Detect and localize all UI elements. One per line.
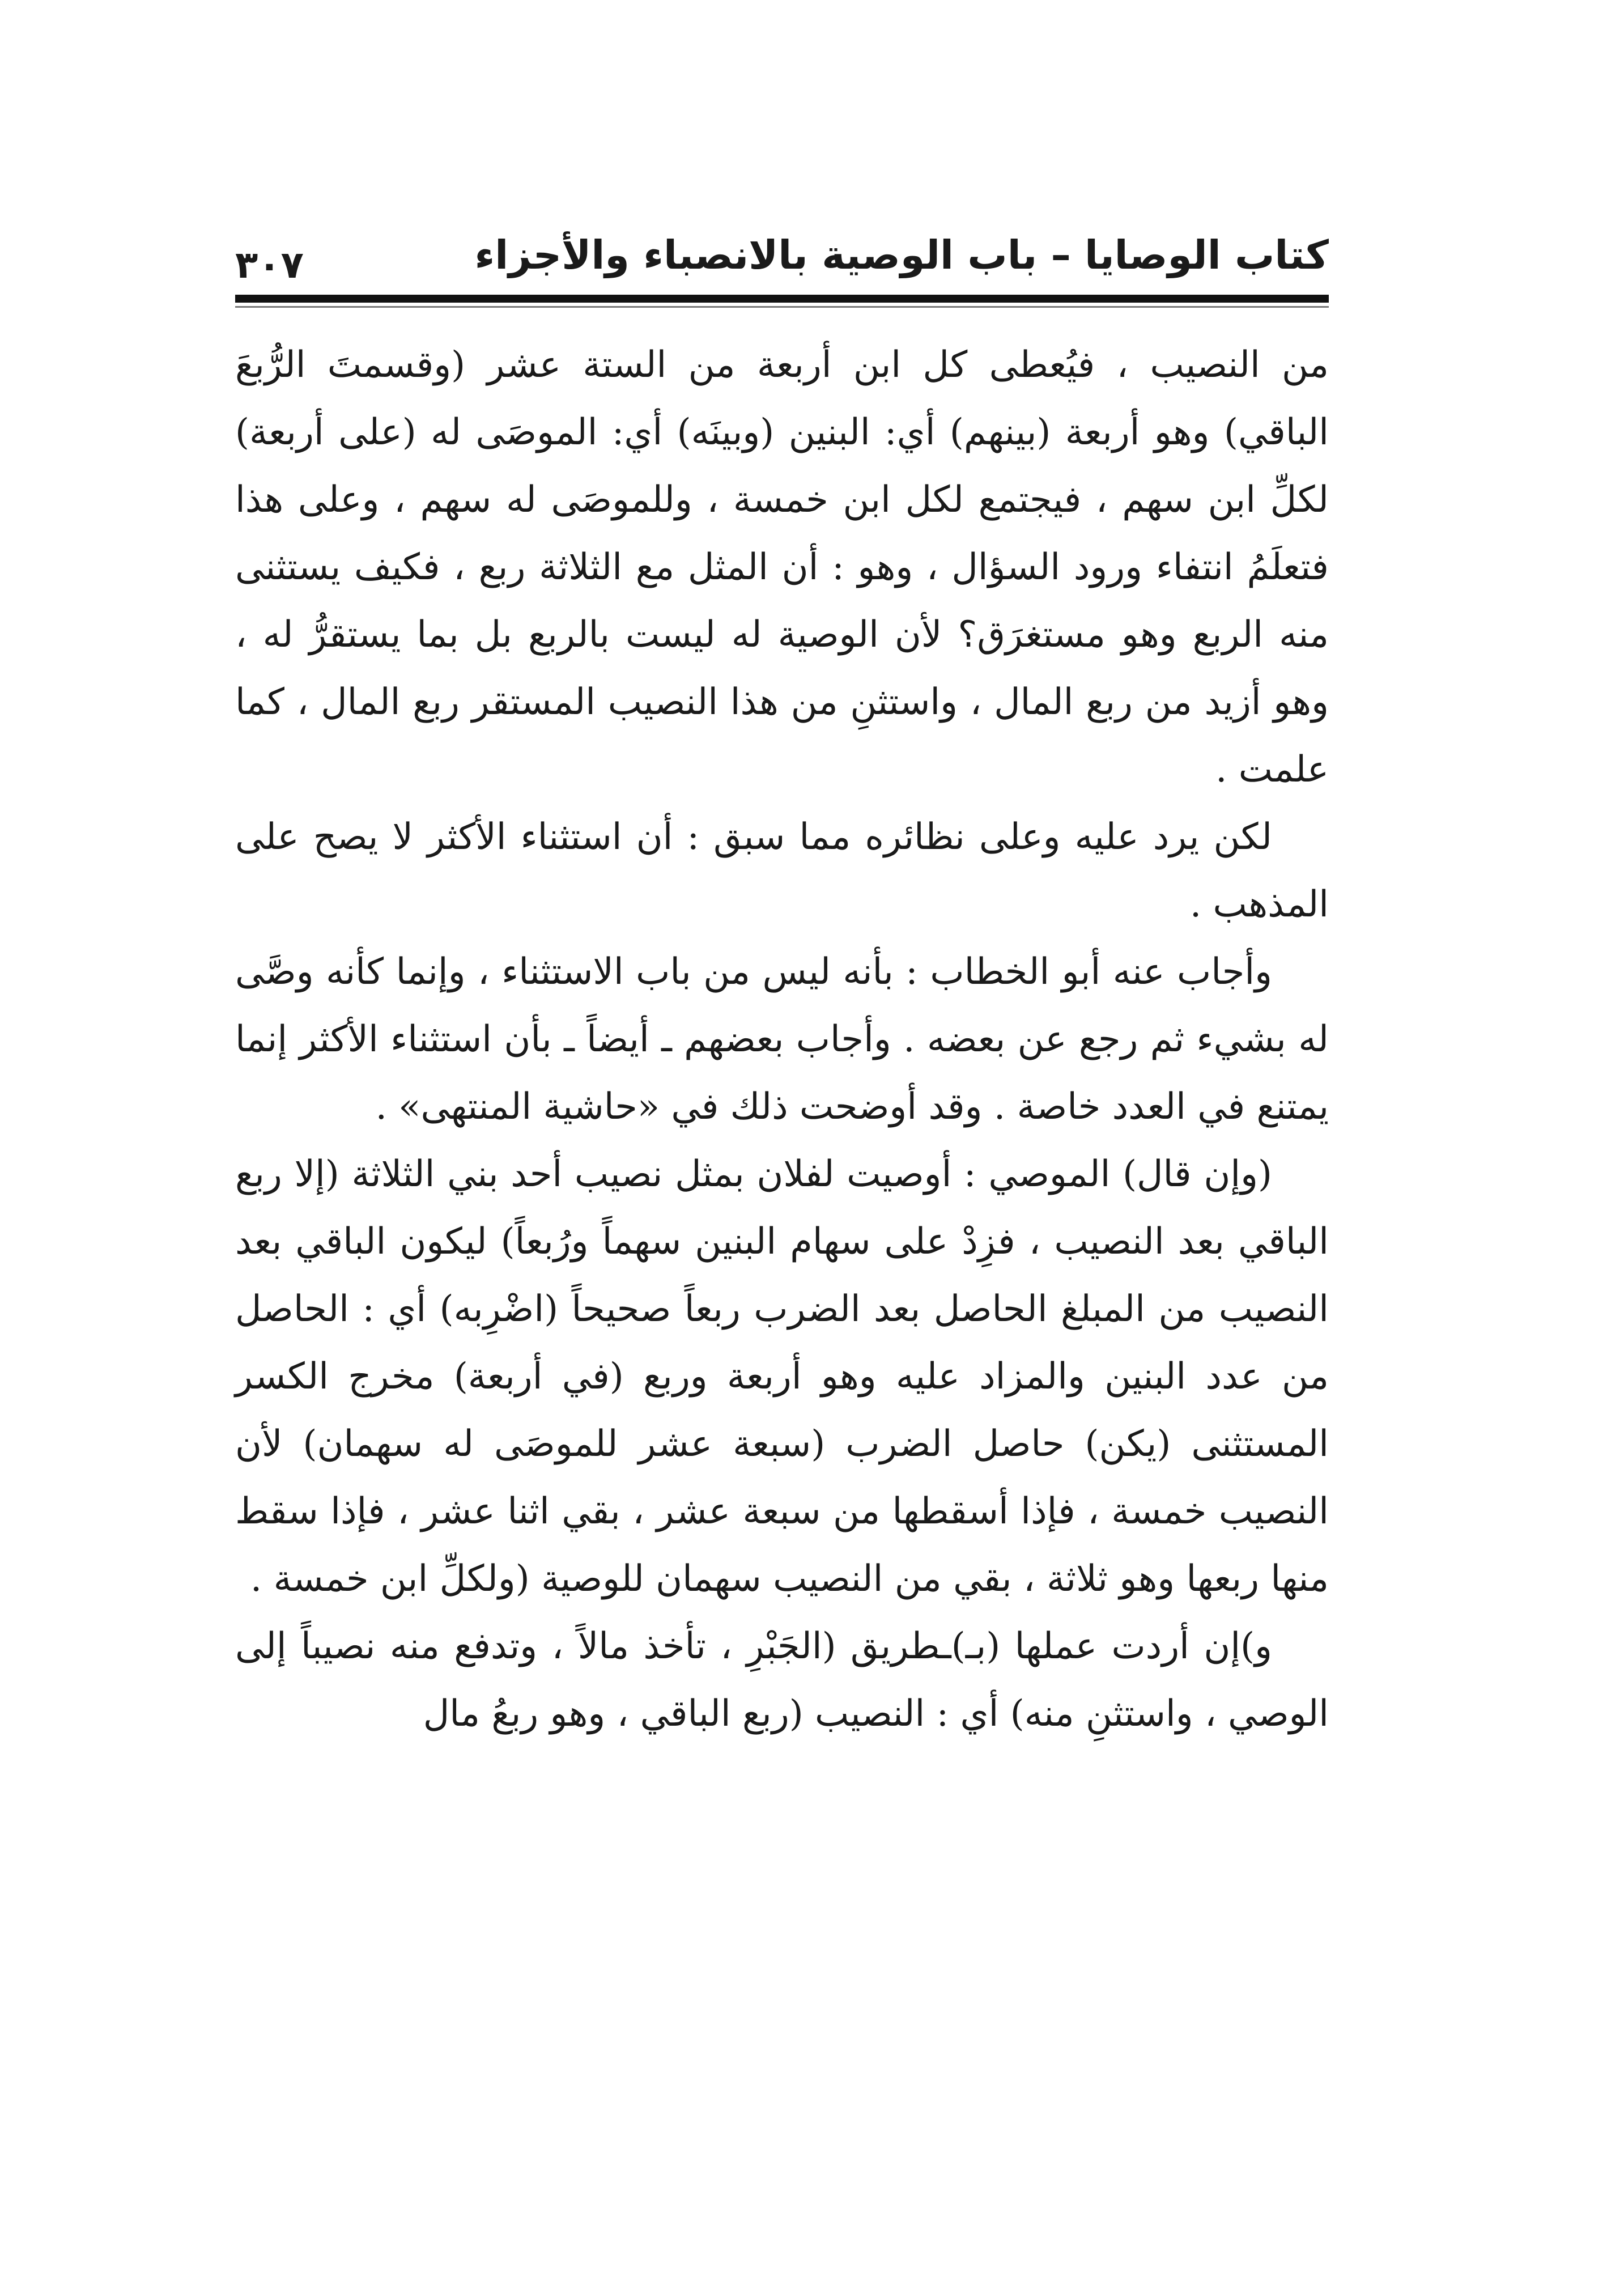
paragraph-3: وأجاب عنه أبو الخطاب : بأنه ليس من باب الاستثناء ، وإنما كأنه وصَّى له بشيء ثم رجع عن بعضه . وأجاب بعضهم ـ أيضاً ـ بأن استثناء الأكثر إنما يمتنع في العدد خاصة . وقد أوضحت ذلك في «حاشية المنتهى» . [235, 951, 1329, 1128]
running-title: كتاب الوصايا – باب الوصية بالانصباء والأجزاء [474, 232, 1329, 278]
paragraph-2: لكن يرد عليه وعلى نظائره مما سبق : أن استثناء الأكثر لا يصح على المذهب . [235, 816, 1329, 925]
paragraph-5: و)إن أردت عملها (بـ)ـطريق (الجَبْرِ ، تأخذ مالاً ، وتدفع منه نصيباً إلى الوصي ، واستثنِ منه) أي : النصيب (ربع الباقي ، وهو ربعُ مال [235, 1625, 1329, 1735]
page-header [235, 224, 1329, 286]
paragraph-4: (وإن قال) الموصي : أوصيت لفلان بمثل نصيب أحد بني الثلاثة (إلا ربع الباقي بعد النصيب ، فزِدْ على سهام البنين سهماً ورُبعاً) ليكون الباقي بعد النصيب من المبلغ الحاصل بعد الضرب ربعاً صحيحاً (اضْرِبه) أي : الحاصل من عدد البنين والمزاد عليه وهو أربعة وربع (في أربعة) مخرج الكسر المستثنى (يكن) حاصل الضرب (سبعة عشر للموصَى له سهمان) لأن النصيب خمسة ، فإذا أسقطها من سبعة عشر ، بقي اثنا عشر ، فإذا سقط منها ربعها وهو ثلاثة ، بقي من النصيب سهمان للوصية (ولكلِّ ابن خمسة . [235, 1153, 1329, 1600]
body-text [235, 332, 1329, 1748]
header-rule-thick [235, 295, 1329, 303]
page-number: ٣٠٧ [235, 243, 304, 287]
paragraph-1: من النصيب ، فيُعطى كل ابن أربعة من الستة عشر (وقسمتَ الرُّبعَ الباقي) وهو أربعة (بينهم) أي: البنين (وبينَه) أي: الموصَى له (على أربعة) لكلِّ ابن سهم ، فيجتمع لكل ابن خمسة ، وللموصَى له سهم ، وعلى هذا فتعلَمُ انتفاء ورود السؤال ، وهو : أن المثل مع الثلاثة ربع ، فكيف يستثنى منه الربع وهو مستغرَق؟ لأن الوصية له ليست بالربع بل بما يستقرُّ له ، وهو أزيد من ربع المال ، واستثنِ من هذا النصيب المستقر ربع المال ، كما علمت . [235, 344, 1329, 791]
header-rule-thin [235, 306, 1329, 308]
